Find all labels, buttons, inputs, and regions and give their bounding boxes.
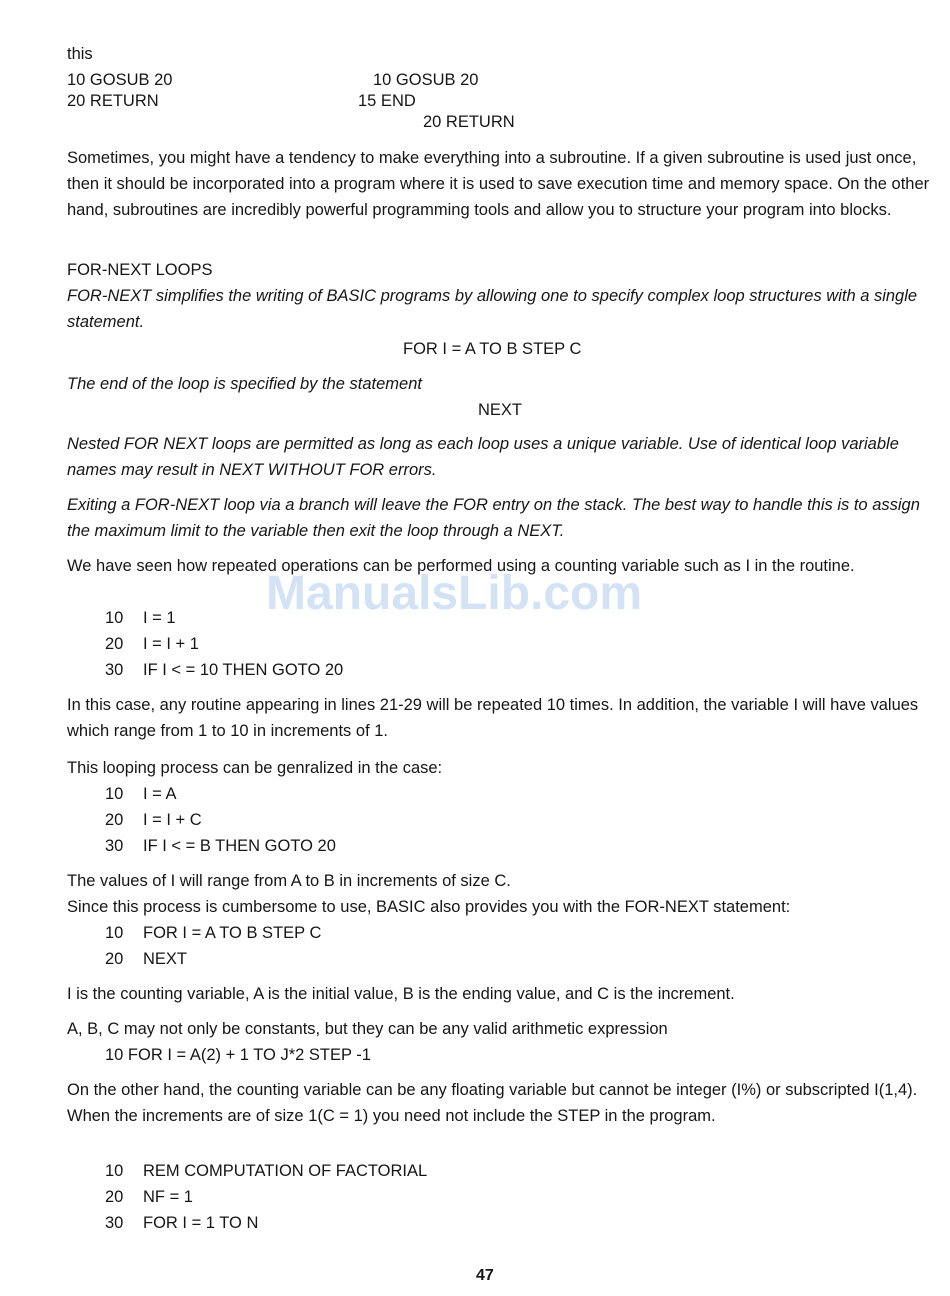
watermark: ManualsLib.com <box>266 567 643 620</box>
code-right-line-3: 20 RETURN <box>423 113 515 131</box>
code-statement: I = 1 <box>143 609 176 627</box>
code-line-number: 20 <box>105 1188 124 1206</box>
paragraph-general: This looping process can be genralized in the case: <box>67 759 443 777</box>
page-number: 47 <box>476 1267 494 1284</box>
code-line-number: 10 <box>105 609 124 627</box>
code-statement: NEXT <box>143 950 188 968</box>
paragraph-exiting: Exiting a FOR-NEXT loop via a branch will leave the FOR entry on the stack. The best way to handle this is to assign the maximum limit to the variable then exit the loop through a NEXT. <box>67 496 920 540</box>
code-left-line-1: 10 GOSUB 20 <box>67 71 173 89</box>
code-statement: IF I < = B THEN GOTO 20 <box>143 837 336 855</box>
code-line-number: 10 <box>105 1162 124 1180</box>
code-statement: NF = 1 <box>143 1188 193 1206</box>
paragraph-floating: On the other hand, the counting variable can be any floating variable but cannot be integer (I%) or subscripted I(1,4). When the increments are of size 1(C = 1) you need not include the STEP in the program. <box>67 1081 918 1125</box>
code-line-number: 20 <box>105 950 124 968</box>
code-statement: I = A <box>143 785 177 803</box>
paragraph-counting: We have seen how repeated operations can be performed using a counting variable such as I in the routine. <box>67 557 855 575</box>
line-cumbersome: Since this process is cumbersome to use, BASIC also provides you with the FOR-NEXT statement: <box>67 898 791 916</box>
code-left-line-2: 20 RETURN <box>67 92 159 110</box>
code-for-syntax: FOR I = A TO B STEP C <box>403 340 582 358</box>
code-statement: I = I + C <box>143 811 202 829</box>
paragraph-loop-end: The end of the loop is specified by the statement <box>67 375 422 393</box>
code-line-number: 30 <box>105 837 124 855</box>
paragraph-subroutine: Sometimes, you might have a tendency to make everything into a subroutine. If a given subroutine is used just once, then it should be incorporated into a program where it is used to save execution time and memory space. On the other hand, subroutines are incredibly powerful programming tools and allow you to structure your program into blocks. <box>67 149 930 219</box>
paragraph-nested: Nested FOR NEXT loops are permitted as long as each loop uses a unique variable. Use of identical loop variable names may result in NEXT WITHOUT FOR errors. <box>67 435 899 479</box>
code-right-line-1: 10 GOSUB 20 <box>373 71 479 89</box>
paragraph-for-next: FOR-NEXT simplifies the writing of BASIC programs by allowing one to specify complex loop structures with a single statement. <box>67 287 918 331</box>
code-right-line-2: 15 END <box>358 92 416 110</box>
code-line-number: 10 <box>105 924 124 942</box>
intro-lead: this <box>67 45 93 63</box>
code-expression: 10 FOR I = A(2) + 1 TO J*2 STEP -1 <box>105 1046 371 1064</box>
code-statement: REM COMPUTATION OF FACTORIAL <box>143 1162 428 1180</box>
section-heading: FOR-NEXT LOOPS <box>67 261 213 279</box>
code-line-number: 20 <box>105 635 124 653</box>
code-next: NEXT <box>478 401 523 419</box>
code-line-number: 10 <box>105 785 124 803</box>
code-line-number: 30 <box>105 1214 124 1232</box>
code-statement: IF I < = 10 THEN GOTO 20 <box>143 661 344 679</box>
code-line-number: 30 <box>105 661 124 679</box>
code-statement: FOR I = A TO B STEP C <box>143 924 322 942</box>
paragraph-counting-variable: I is the counting variable, A is the initial value, B is the ending value, and C is the increment. <box>67 985 735 1003</box>
paragraph-case: In this case, any routine appearing in lines 21-29 will be repeated 10 times. In addition, the variable I will have values which range from 1 to 10 in increments of 1. <box>67 696 919 740</box>
line-constants: A, B, C may not only be constants, but they can be any valid arithmetic expression <box>67 1020 668 1038</box>
line-range: The values of I will range from A to B in increments of size C. <box>67 872 511 890</box>
code-line-number: 20 <box>105 811 124 829</box>
code-statement: FOR I = 1 TO N <box>143 1214 259 1232</box>
code-statement: I = I + 1 <box>143 635 199 653</box>
